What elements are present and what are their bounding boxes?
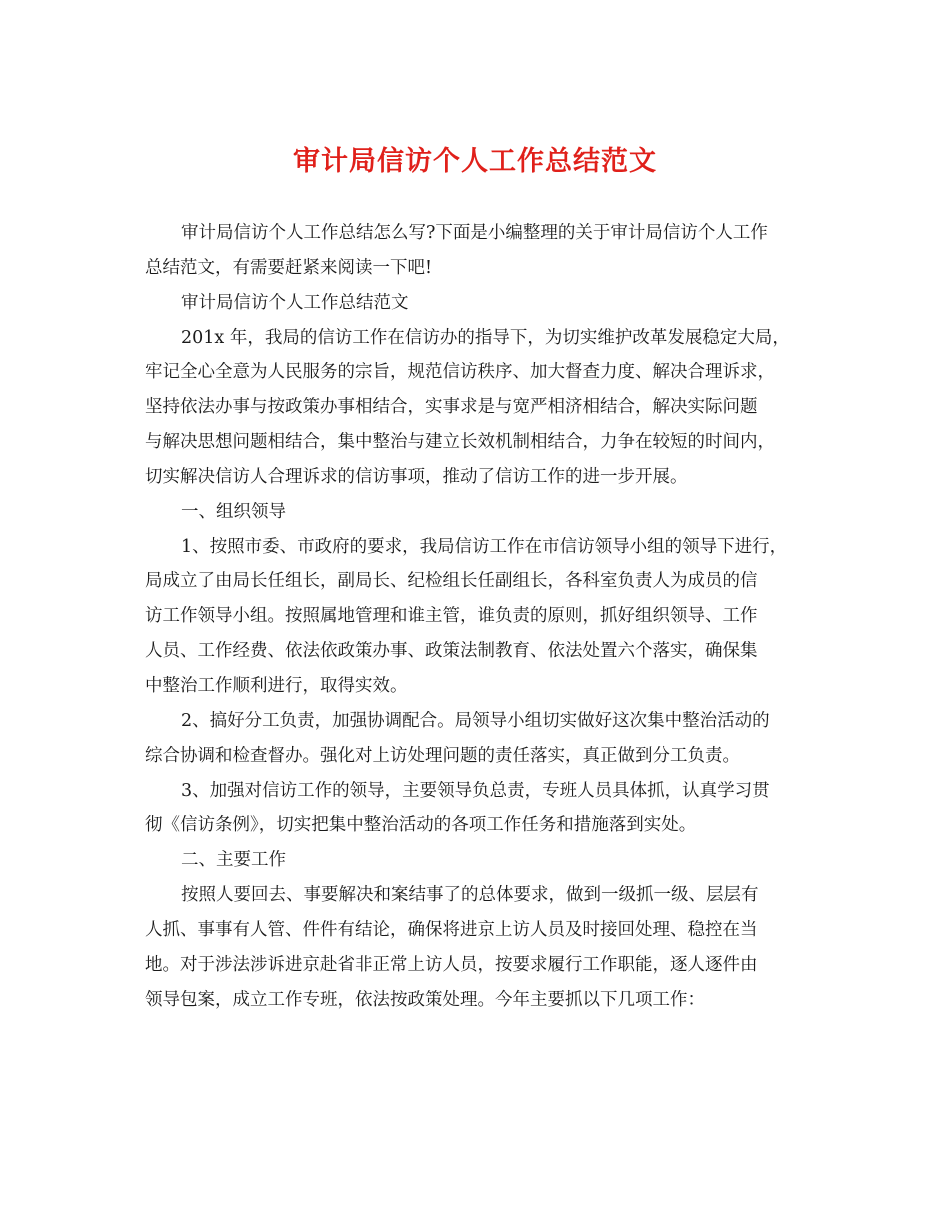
section-heading: 二、主要工作 [181, 850, 286, 871]
paragraph-line: 3、加强对信访工作的领导，主要领导负总责，专班人员具体抓，认真学习贯 [181, 780, 770, 801]
paragraph-line: 彻《信访条例》，切实把集中整治活动的各项工作任务和措施落到实处。 [145, 815, 697, 836]
paragraph-line: 综合协调和检查督办。强化对上访处理问题的责任落实，真正做到分工负责。 [145, 745, 740, 766]
paragraph-line: 领导包案，成立工作专班，依法按政策处理。今年主要抓以下几项工作： [145, 989, 705, 1010]
paragraph-line: 地。对于涉法涉诉进京赴省非正常上访人员，按要求履行工作职能，逐人逐件由 [145, 954, 758, 975]
paragraph-line: 中整治工作顺利进行，取得实效。 [145, 675, 408, 696]
paragraph-line: 201x 年，我局的信访工作在信访办的指导下，为切实维护改革发展稳定大局， [181, 327, 790, 348]
document-body [145, 216, 815, 1017]
paragraph-line: 与解决思想问题相结合，集中整治与建立长效机制相结合，力争在较短的时间内， [145, 432, 775, 453]
paragraph-line: 局成立了由局长任组长，副局长、纪检组长任副组长，各科室负责人为成员的信 [145, 571, 758, 592]
paragraph-line: 切实解决信访人合理诉求的信访事项，推动了信访工作的进一步开展。 [145, 466, 688, 487]
document-title: 审计局信访个人工作总结范文 [293, 146, 657, 177]
paragraph-line: 访工作领导小组。按照属地管理和谁主管，谁负责的原则，抓好组织领导、工作 [145, 606, 758, 627]
paragraph-line: 审计局信访个人工作总结怎么写?下面是小编整理的关于审计局信访个人工作 [181, 223, 768, 243]
paragraph-line: 牢记全心全意为人民服务的宗旨，规范信访秩序、加大督查力度、解决合理诉求， [145, 362, 775, 383]
paragraph-line: 1、按照市委、市政府的要求，我局信访工作在市信访领导小组的领导下进行， [181, 536, 788, 557]
paragraph-line: 按照人要回去、事要解决和案结事了的总体要求，做到一级抓一级、层层有 [181, 885, 759, 906]
section-heading: 审计局信访个人工作总结范文 [181, 292, 409, 313]
paragraph-line: 人员、工作经费、依法依政策办事、政策法制教育、依法处置六个落实，确保集 [145, 641, 758, 662]
paragraph-line: 人抓、事事有人管、件件有结论，确保将进京上访人员及时接回处理、稳控在当 [145, 919, 758, 940]
paragraph-line: 坚持依法办事与按政策办事相结合，实事求是与宽严相济相结合，解决实际问题 [145, 397, 758, 418]
section-heading: 一、组织领导 [181, 501, 286, 522]
paragraph-line: 2、搞好分工负责，加强协调配合。局领导小组切实做好这次集中整治活动的 [181, 710, 770, 731]
paragraph-line: 总结范文，有需要赶紧来阅读一下吧! [145, 257, 433, 278]
